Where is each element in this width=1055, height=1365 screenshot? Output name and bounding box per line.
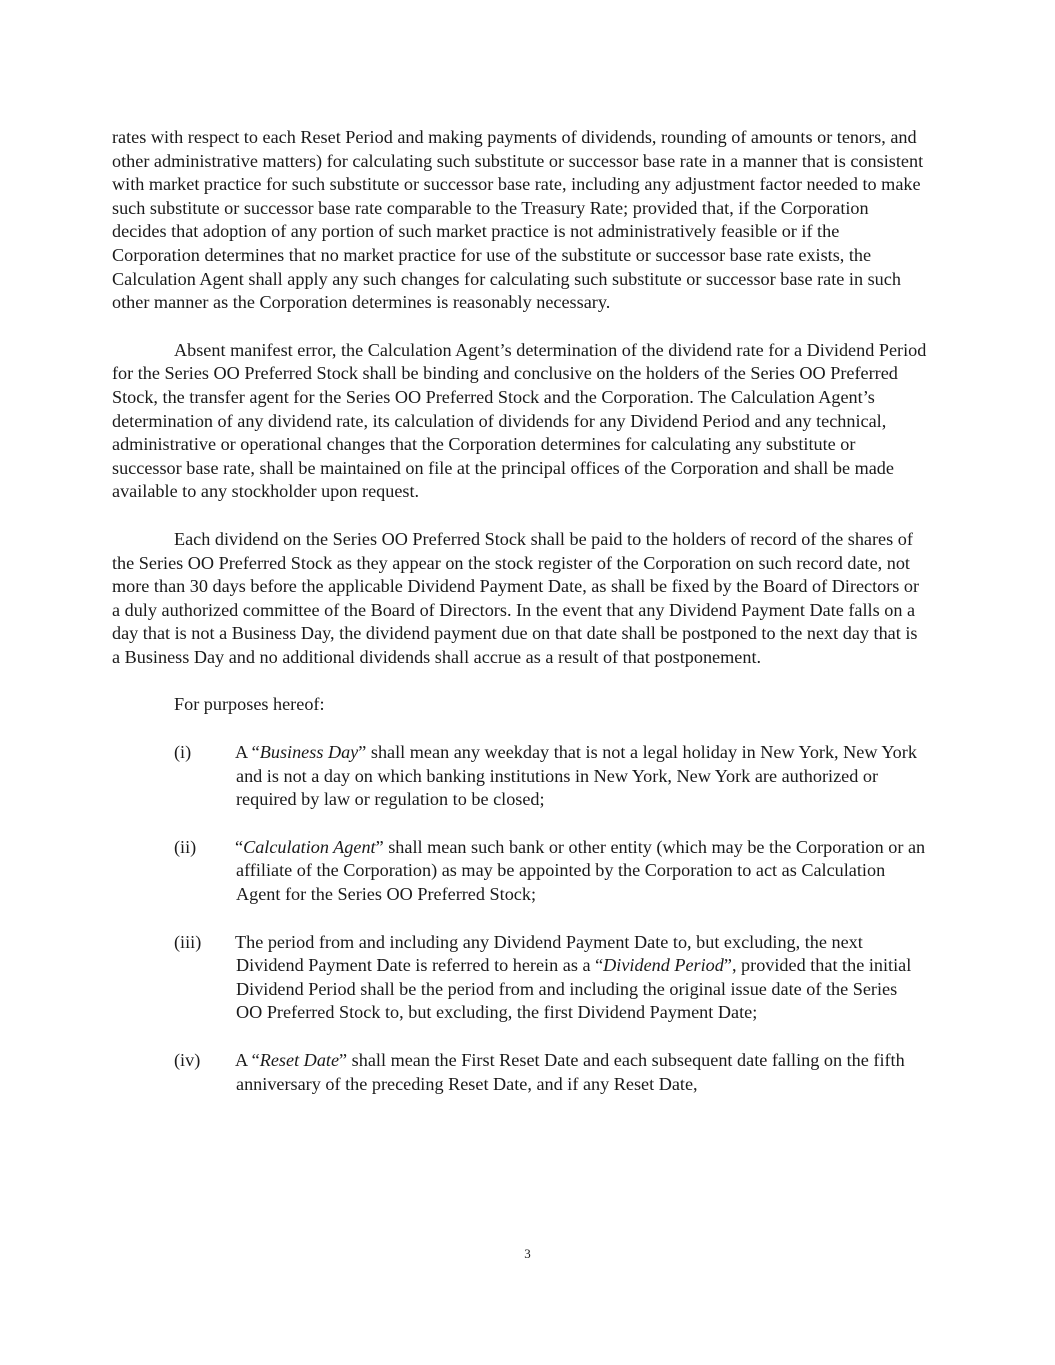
- paragraph-for-purposes-hereof: For purposes hereof:: [174, 694, 325, 715]
- definition-number: (iii): [174, 931, 202, 952]
- definition-dividend-period: (iii) The period from and including any Dividend Payment Date to, but excluding, the next Dividend Payment Date is referred to herein as a “Dividend Period”, provided that the initial Dividend Period shall be the period from and including the original issue date of the Series OO Preferred Stock to, but excluding, the first Dividend Payment Date;: [174, 931, 912, 1023]
- definition-business-day: (i) A “Business Day” shall mean any weekday that is not a legal holiday in New York, New York and is not a day on which banking institutions in New York, New York are authorized or required by law or regulation to be closed;: [174, 742, 917, 810]
- defined-term: Dividend Period: [603, 955, 724, 976]
- paragraph-substitute-rate: rates with respect to each Reset Period and making payments of dividends, rounding of amounts or tenors, and other administrative matters) for calculating such substitute or successor base rate in a manner that is consistent with market practice for such substitute or successor base rate, including any adjustment factor needed to make such substitute or successor base rate comparable to the Treasury Rate; provided that, if the Corporation decides that adoption of any portion of such market practice is not administratively feasible or if the Corporation determines that no market practice for use of the substitute or successor base rate exists, the Calculation Agent shall apply any such changes for calculating such substitute or successor base rate in such other manner as the Corporation determines is reasonably necessary.: [112, 127, 924, 313]
- defined-term: Business Day: [259, 742, 359, 763]
- paragraph-calculation-agent-determination: Absent manifest error, the Calculation Agent’s determination of the dividend rate for a Dividend Period for the Series OO Preferred Stock shall be binding and conclusive on the holders of the Series OO Preferred Stock, the transfer agent for the Series OO Preferred Stock and the Corporation. The Calculation Agent’s determination of any dividend rate, its calculation of dividends for any Dividend Period and any technical, administrative or operational changes that the Corporation determines for calculating any substitute or successor base rate, shall be maintained on file at the principal offices of the Corporation and shall be made available to any stockholder upon request.: [112, 339, 927, 502]
- defined-term: Calculation Agent: [243, 836, 376, 857]
- defined-term: Reset Date: [259, 1050, 340, 1070]
- definition-number: (iv): [174, 1050, 201, 1070]
- definition-number: (ii): [174, 836, 197, 857]
- paragraph-dividend-payment: Each dividend on the Series OO Preferred Stock shall be paid to the holders of record of the shares of the Series OO Preferred Stock as they appear on the stock register of the Corporation on such record date, not more than 30 days before the applicable Dividend Payment Date, as shall be fixed by the Board of Directors or a duly authorized committee of the Board of Directors. In the event that any Dividend Payment Date falls on a day that is not a Business Day, the dividend payment due on that date shall be postponed to the next day that is a Business Day and no additional dividends shall accrue as a result of that postponement.: [112, 528, 920, 667]
- definition-number: (i): [174, 742, 192, 763]
- definition-calculation-agent: (ii) “Calculation Agent” shall mean such bank or other entity (which may be the Corporation or an affiliate of the Corporation) as may be appointed by the Corporation to act as Calculation Agent for the Series OO Preferred Stock;: [174, 836, 926, 905]
- definition-reset-date: (iv) A “Reset Date” shall mean the First Reset Date and each subsequent date falling on the fifth anniversary of the preceding Reset Date, and if any Reset Date,: [174, 1050, 905, 1094]
- page-number: 3: [524, 1246, 531, 1261]
